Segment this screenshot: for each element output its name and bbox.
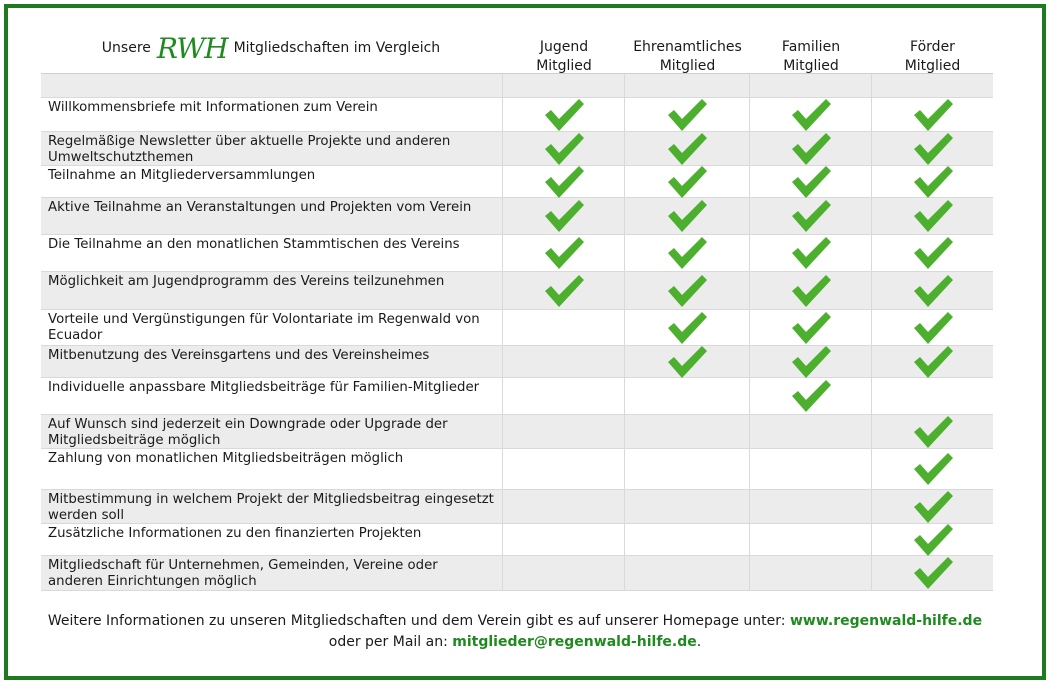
check-cell: [625, 235, 750, 271]
check-cell: [503, 490, 625, 523]
feature-label: Möglichkeit am Jugendprogramm des Vereins teilzunehmen: [41, 272, 503, 309]
footer-line-2: [20, 632, 1010, 653]
checkmark-icon: [666, 131, 708, 167]
check-cell: [750, 235, 872, 271]
feature-label: Regelmäßige Newsletter über aktuelle Projekte und anderen Umweltschutzthemen: [41, 132, 503, 165]
checkmark-icon: [912, 273, 954, 309]
check-cell: [872, 132, 993, 165]
footer-period: .: [696, 634, 702, 650]
checkmark-icon: [666, 273, 708, 309]
check-cell: [503, 310, 625, 345]
checkmark-icon: [790, 378, 832, 414]
title-prefix: Unsere: [101, 40, 151, 56]
checkmark-icon: [790, 310, 832, 346]
column-header-line: Jugend: [539, 39, 589, 55]
check-cell: [750, 378, 872, 414]
feature-label: Mitbenutzung des Vereinsgartens und des Vereinsheimes: [41, 346, 503, 377]
check-cell: [625, 310, 750, 345]
table-row: [41, 524, 993, 556]
checkmark-icon: [790, 273, 832, 309]
feature-label: Teilnahme an Mitgliederversammlungen: [41, 166, 503, 197]
checkmark-icon: [912, 198, 954, 234]
table-row: [41, 198, 993, 235]
check-cell: [503, 98, 625, 131]
check-cell: [872, 98, 993, 131]
checkmark-icon: [912, 489, 954, 525]
checkmark-icon: [666, 310, 708, 346]
feature-label: Aktive Teilnahme an Veranstaltungen und Projekten vom Verein: [41, 198, 503, 234]
feature-label: Willkommensbriefe mit Informationen zum Verein: [41, 98, 503, 131]
footer-text: Weitere Informationen zu unseren Mitgliedschaften und dem Verein gibt es auf unserer Homepage unter:: [47, 613, 786, 629]
check-cell: [503, 378, 625, 414]
check-cell: [503, 166, 625, 197]
checkmark-icon: [790, 198, 832, 234]
check-cell: [872, 378, 993, 414]
checkmark-icon: [543, 235, 585, 271]
table-row: [41, 449, 993, 490]
table-row: [41, 310, 993, 346]
table-row: [41, 346, 993, 378]
check-cell: [625, 490, 750, 523]
footer-line-1: [20, 611, 1010, 632]
checkmark-icon: [912, 522, 954, 558]
table-spacer-row: [41, 74, 993, 98]
feature-label: Vorteile und Vergünstigungen für Volontariate im Regenwald von Ecuador: [41, 310, 503, 345]
column-header-familien: [750, 38, 872, 76]
check-cell: [503, 415, 625, 448]
check-cell: [872, 310, 993, 345]
checkmark-icon: [912, 344, 954, 380]
checkmark-icon: [543, 198, 585, 234]
check-cell: [625, 415, 750, 448]
check-cell: [750, 346, 872, 377]
column-header-line: Mitglied: [536, 58, 592, 74]
check-cell: [750, 166, 872, 197]
comparison-table: [41, 73, 993, 591]
check-cell: [750, 415, 872, 448]
website-link[interactable]: www.regenwald-hilfe.de: [789, 613, 983, 629]
feature-label: Die Teilnahme an den monatlichen Stammtischen des Vereins: [41, 235, 503, 271]
checkmark-icon: [543, 164, 585, 200]
checkmark-icon: [666, 344, 708, 380]
table-row: [41, 132, 993, 166]
check-cell: [503, 556, 625, 590]
feature-label: Mitbestimmung in welchem Projekt der Mitgliedsbeitrag eingesetzt werden soll: [41, 490, 503, 523]
column-header-line: Förder: [910, 39, 955, 55]
table-row: [41, 98, 993, 132]
checkmark-icon: [912, 131, 954, 167]
checkmark-icon: [666, 235, 708, 271]
check-cell: [872, 166, 993, 197]
check-cell: [503, 346, 625, 377]
checkmark-icon: [912, 414, 954, 450]
table-row: [41, 166, 993, 198]
title-suffix: Mitgliedschaften im Vergleich: [233, 40, 441, 56]
check-cell: [872, 198, 993, 234]
check-cell: [625, 272, 750, 309]
feature-label: Individuelle anpassbare Mitgliedsbeiträge für Familien-Mitglieder: [41, 378, 503, 414]
checkmark-icon: [543, 97, 585, 133]
checkmark-icon: [912, 451, 954, 487]
check-cell: [872, 524, 993, 555]
check-cell: [750, 272, 872, 309]
check-cell: [625, 346, 750, 377]
table-row: [41, 272, 993, 310]
checkmark-icon: [543, 131, 585, 167]
feature-label: Mitgliedschaft für Unternehmen, Gemeinden, Vereine oder anderen Einrichtungen möglich: [41, 556, 503, 590]
check-cell: [872, 556, 993, 590]
email-link[interactable]: mitglieder@regenwald-hilfe.de: [452, 634, 697, 650]
checkmark-icon: [666, 164, 708, 200]
column-header-ehrenamtliches: [625, 38, 750, 76]
feature-label: Zahlung von monatlichen Mitgliedsbeiträgen möglich: [41, 449, 503, 489]
check-cell: [625, 198, 750, 234]
table-row: [41, 490, 993, 524]
check-cell: [750, 449, 872, 489]
check-cell: [625, 132, 750, 165]
column-header-line: Familien: [781, 39, 841, 55]
check-cell: [625, 556, 750, 590]
rwh-logo: RWH: [156, 31, 228, 65]
check-cell: [503, 272, 625, 309]
check-cell: [503, 235, 625, 271]
column-header-jugend: [503, 38, 625, 76]
feature-label: Zusätzliche Informationen zu den finanzierten Projekten: [41, 524, 503, 555]
checkmark-icon: [543, 273, 585, 309]
check-cell: [503, 132, 625, 165]
check-cell: [625, 166, 750, 197]
checkmark-icon: [790, 164, 832, 200]
checkmark-icon: [790, 131, 832, 167]
check-cell: [750, 490, 872, 523]
check-cell: [750, 198, 872, 234]
column-header-foerder: [872, 38, 993, 76]
check-cell: [503, 449, 625, 489]
check-cell: [872, 449, 993, 489]
feature-label: Auf Wunsch sind jederzeit ein Downgrade oder Upgrade der Mitgliedsbeiträge möglich: [41, 415, 503, 448]
checkmark-icon: [912, 97, 954, 133]
column-header-line: Mitglied: [659, 58, 716, 74]
check-cell: [625, 449, 750, 489]
check-cell: [750, 98, 872, 131]
checkmark-icon: [912, 555, 954, 591]
column-header-line: Ehrenamtliches: [633, 39, 742, 55]
checkmark-icon: [790, 344, 832, 380]
page-title: [40, 28, 502, 68]
checkmark-icon: [666, 198, 708, 234]
check-cell: [872, 490, 993, 523]
check-cell: [750, 132, 872, 165]
column-header-line: Mitglied: [904, 58, 961, 74]
check-cell: [625, 98, 750, 131]
table-row: [41, 556, 993, 591]
check-cell: [750, 524, 872, 555]
column-header-line: Mitglied: [783, 58, 839, 74]
check-cell: [872, 272, 993, 309]
check-cell: [750, 310, 872, 345]
table-row: [41, 378, 993, 415]
checkmark-icon: [666, 97, 708, 133]
check-cell: [750, 556, 872, 590]
checkmark-icon: [912, 310, 954, 346]
check-cell: [503, 524, 625, 555]
checkmark-icon: [790, 235, 832, 271]
checkmark-icon: [790, 97, 832, 133]
check-cell: [872, 235, 993, 271]
check-cell: [503, 198, 625, 234]
checkmark-icon: [912, 235, 954, 271]
check-cell: [872, 415, 993, 448]
table-row: [41, 235, 993, 272]
check-cell: [625, 524, 750, 555]
table-row: [41, 415, 993, 449]
checkmark-icon: [912, 164, 954, 200]
check-cell: [625, 378, 750, 414]
check-cell: [872, 346, 993, 377]
footer-text: oder per Mail an:: [328, 634, 448, 650]
